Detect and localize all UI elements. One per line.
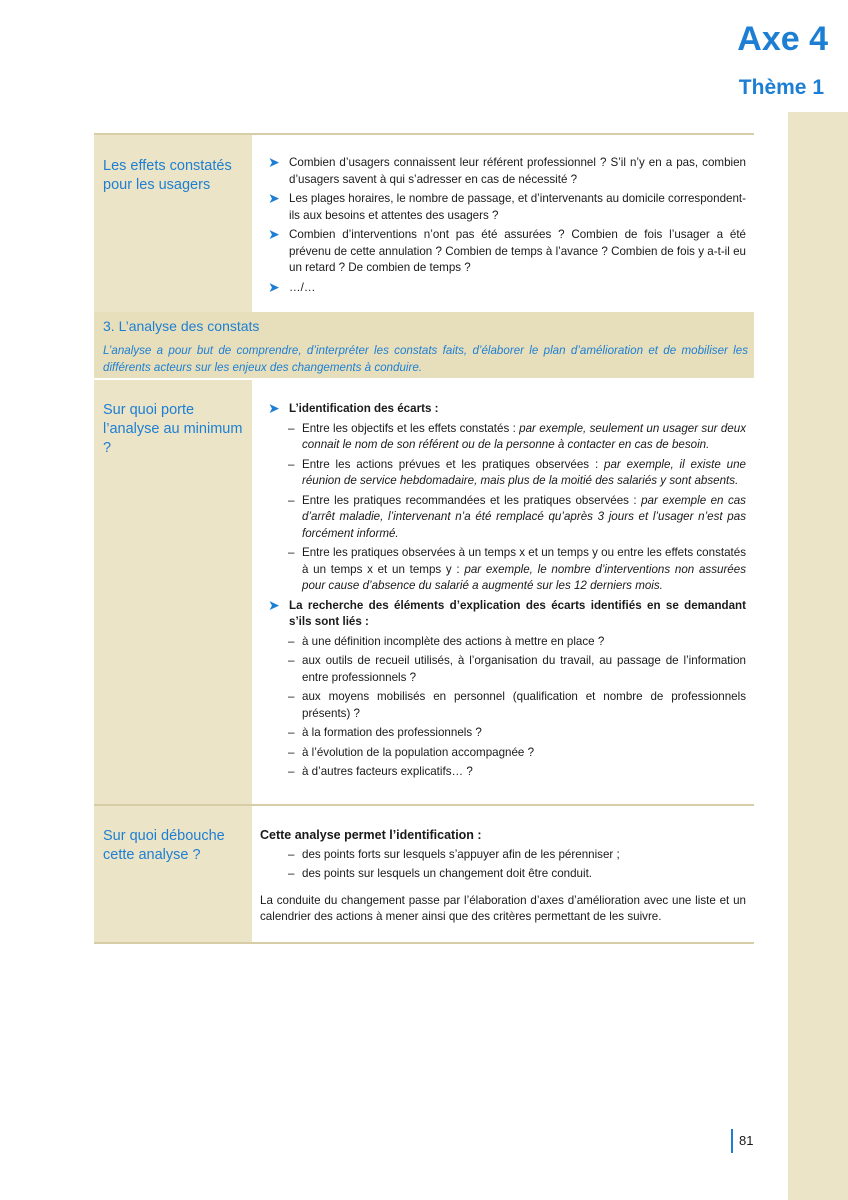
list-item: – à d’autres facteurs explicatifs… ? (288, 765, 473, 778)
list-item: – à une définition incomplète des actions à mettre en place ? (288, 634, 605, 648)
list-heading: ➤ La recherche des éléments d’explication des écarts identifiés en se demandant s’ils sont liés : (268, 596, 746, 628)
list-item: – des points forts sur lesquels s’appuyer afin de les pérenniser ; (288, 847, 620, 861)
list-item: – à la formation des professionnels ? (288, 726, 482, 739)
list-item: – Entre les actions prévues et les pratiques observées : par exemple, il existe une réunion de service hebdomadaire, mais plus de la moitié des salariés y sont absents. (288, 457, 746, 487)
divider (94, 942, 754, 944)
list-item: – des points sur lesquels un changement doit être conduit. (288, 867, 593, 880)
arrowhead-icon: ➤ (268, 596, 280, 613)
list-item: – Entre les pratiques observées à un temps x et un temps y ou entre les effets constatés à un temps x et un temps y : par exemple, le nombre d’interventions non assurées pour cause d’absence du salarié a augmenté sur les 12 derniers mois. (288, 546, 746, 592)
list-heading: ➤ L’identification des écarts : (268, 400, 439, 416)
list-item: ➤ Les plages horaires, le nombre de passage, et d’intervenants au domicile correspondent-ils aux besoins et attentes des usagers ? (268, 190, 746, 222)
block-label-analyse: Sur quoi porte l’analyse au minimum ? (103, 402, 243, 456)
effets-list (260, 155, 746, 299)
block-label-effets: Les effets constatés pour les usagers (103, 158, 232, 193)
list-item: ➤ Combien d’usagers connaissent leur référent professionnel ? S’il n’y en a pas, combien d’usagers savent à qui s’adresser en cas de nécessité ? (268, 154, 746, 186)
page-number: 81 (731, 1129, 753, 1153)
arrowhead-icon: ➤ (268, 400, 280, 416)
axe-title: Axe 4 (737, 20, 828, 58)
list-item: – à l’évolution de la population accompagnée ? (288, 745, 535, 759)
list-item: – Entre les pratiques recommandées et les pratiques observées : par exemple en cas d’arrêt maladie, l’intervenant n’a été remplacé qu’après 3 jours et l’usager n’est pas forcément informé. (288, 493, 746, 540)
arrowhead-icon: ➤ (268, 190, 280, 206)
content-heading: Cette analyse permet l’identification : (260, 828, 482, 842)
section-intro: L’analyse a pour but de comprendre, d’interpréter les constats faits, d’élaborer le plan d’amélioration et de mobiliser les différents acteurs sur les enjeux des changements à conduire. (103, 344, 748, 374)
section-title: 3. L’analyse des constats (103, 318, 260, 334)
list-item: ➤ …/… (268, 278, 316, 295)
list-item: – aux moyens mobilisés en personnel (qualification et nombre de professionnels présents) ? (288, 690, 746, 720)
analyse-content (260, 401, 746, 784)
side-band (788, 112, 848, 1200)
arrowhead-icon: ➤ (268, 226, 280, 242)
list-item: – Entre les objectifs et les effets constatés : par exemple, seulement un usager sur deux connait le nom de son référent ou de la personne à contacter en cas de besoin. (288, 421, 746, 451)
debouche-content (260, 827, 746, 926)
arrowhead-icon: ➤ (268, 278, 280, 295)
list-item: – aux outils de recueil utilisés, à l’organisation du travail, au passage de l’information entre professionnels ? (288, 654, 746, 684)
conclusion-paragraph: La conduite du changement passe par l’élaboration d’axes d’amélioration avec une liste et un calendrier des actions à mener ainsi que des critères permettant de les suivre. (260, 893, 746, 923)
arrowhead-icon: ➤ (268, 154, 280, 170)
theme-title: Thème 1 (738, 76, 824, 99)
block-label-debouche: Sur quoi débouche cette analyse ? (103, 828, 225, 863)
list-item: ➤ Combien d’interventions n’ont pas été assurées ? Combien de fois l’usager a été prévenu de cette annulation ? Combien de temps à l’avance ? Combien de fois y a-t-il eu un retard ? De combien de temps ? (268, 226, 746, 274)
